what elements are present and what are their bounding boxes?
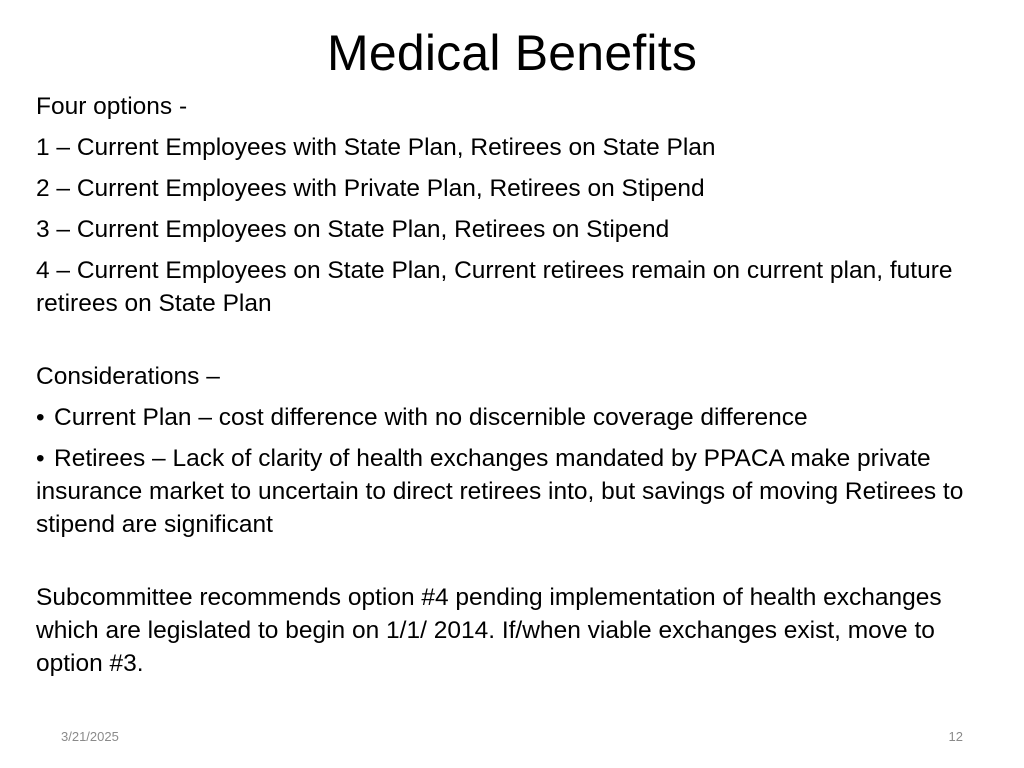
options-intro: Four options - bbox=[36, 93, 188, 120]
option-item-1: 1 – Current Employees with State Plan, Retirees on State Plan bbox=[36, 134, 716, 161]
slide-title: Medical Benefits bbox=[326, 25, 698, 81]
footer-date: 3/21/2025 bbox=[61, 729, 119, 744]
slide-body bbox=[36, 90, 991, 688]
consideration-item-retirees bbox=[36, 442, 991, 541]
consideration-item-current-plan bbox=[36, 401, 991, 434]
option-item-4: 4 – Current Employees on State Plan, Current retirees remain on current plan, future retirees on State Plan bbox=[36, 257, 953, 317]
consideration-text: Current Plan – cost difference with no discernible coverage difference bbox=[54, 404, 808, 431]
option-item-3: 3 – Current Employees on State Plan, Retirees on Stipend bbox=[36, 216, 670, 243]
consideration-text: Retirees – Lack of clarity of health exchanges mandated by PPACA make private insurance market to uncertain to direct retirees into, but savings of moving Retirees to stipend are significant bbox=[36, 445, 964, 538]
option-item-2: 2 – Current Employees with Private Plan, Retirees on Stipend bbox=[36, 175, 705, 202]
considerations-heading: Considerations – bbox=[36, 363, 220, 390]
recommendation-text: Subcommittee recommends option #4 pending implementation of health exchanges which are legislated to begin on 1/1/ 2014. If/when viable exchanges exist, move to option #3. bbox=[36, 584, 942, 677]
slide-number: 12 bbox=[948, 729, 963, 744]
